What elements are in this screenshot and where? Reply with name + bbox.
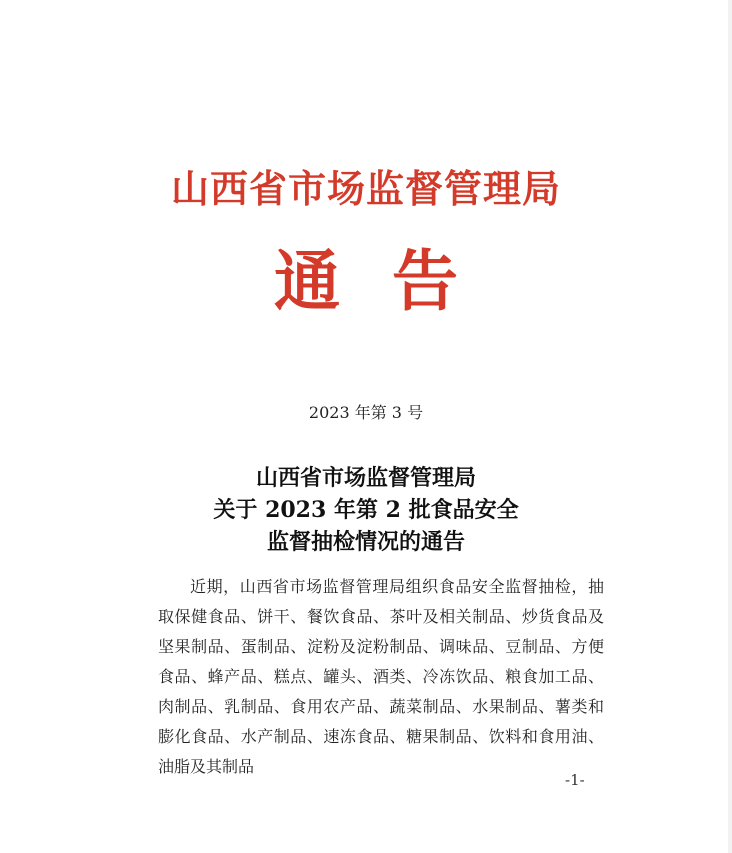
notice-heading: 通告 bbox=[274, 242, 510, 320]
title-line-1: 山西省市场监督管理局 bbox=[255, 465, 476, 491]
body-paragraph: 近期，山西省市场监督管理局组织食品安全监督抽检，抽取保健食品、饼干、餐饮食品、茶叶及相关制品、炒货食品及坚果制品、蛋制品、淀粉及淀粉制品、调味品、豆制品、方便食品、蜂产品、糕点、罐头、酒类、冷冻饮品、粮食加工品、肉制品、乳制品、食用农产品、蔬菜制品、水果制品、薯类和膨化食品、水产制品、速冻食品、糖果制品、饮料和食用油、油脂及其制品 bbox=[158, 577, 604, 776]
page-edge-divider bbox=[728, 0, 732, 853]
issuer-name: 山西省市场监督管理局 bbox=[170, 166, 561, 211]
document-title bbox=[0, 462, 732, 558]
title-line-2: 关于 2023 年第 2 批食品安全 bbox=[213, 497, 519, 523]
page-number: -1- bbox=[565, 771, 585, 789]
document-number: 2023 年第 3 号 bbox=[308, 403, 424, 422]
title-line-3: 监督抽检情况的通告 bbox=[266, 529, 465, 555]
